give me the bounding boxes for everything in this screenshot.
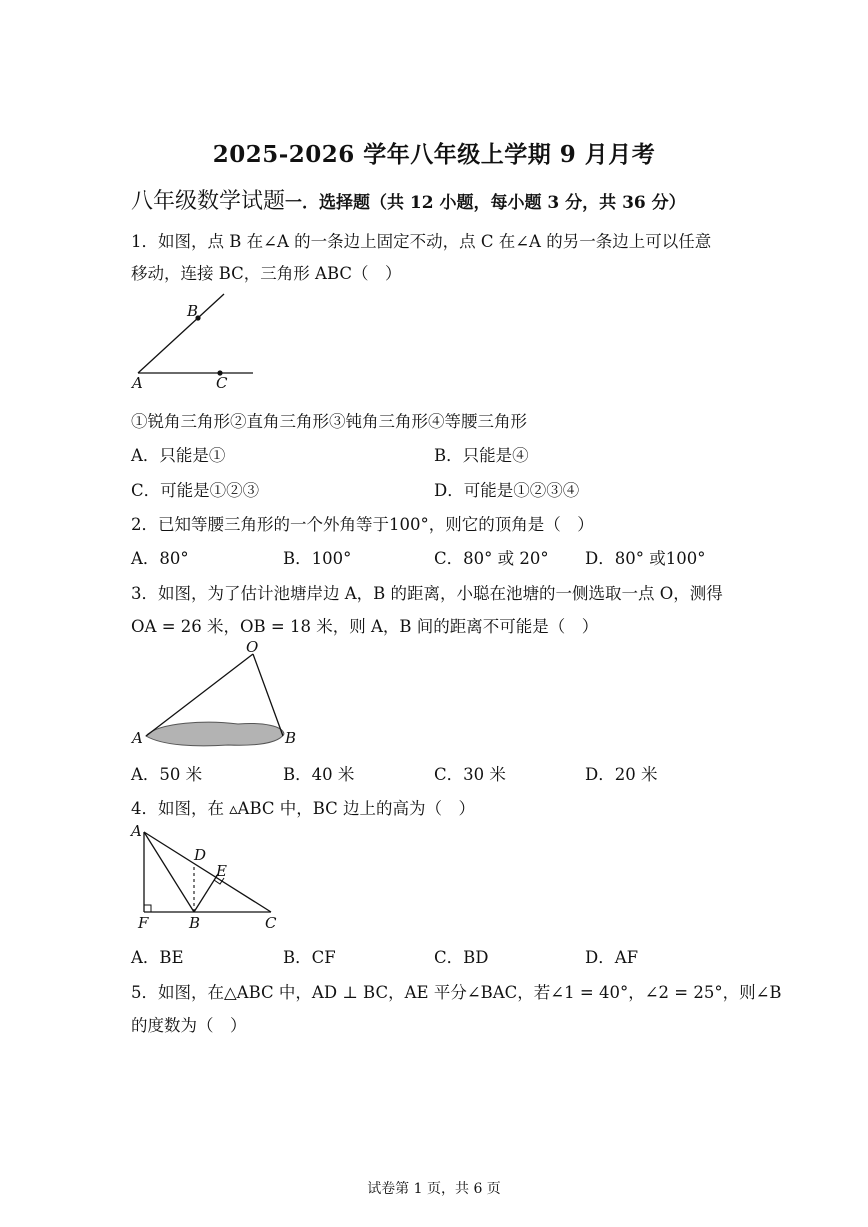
q4-figure: [128, 822, 288, 932]
q3-label-o: O: [246, 638, 259, 656]
q2-option-c[interactable]: C．80° 或 20°: [434, 549, 549, 568]
q1-option-a[interactable]: A．只能是①: [131, 446, 226, 465]
q1-figure: [128, 290, 268, 390]
q1-label-b: B: [187, 302, 199, 320]
q3-option-c[interactable]: C．30 米: [434, 765, 506, 784]
q3-label-a: A: [132, 729, 143, 747]
exam-title: 2025-2026 学年八年级上学期 9 月月考: [212, 141, 656, 168]
subject-title: 八年级数学试题: [131, 189, 286, 214]
q4-segment-ac: [144, 832, 271, 912]
q3-text-line2: OA = 26 米，OB = 18 米，则 A，B 间的距离不可能是（ ）: [131, 617, 599, 636]
q2-option-a[interactable]: A．80°: [131, 549, 189, 568]
q1-ray-ab: [138, 294, 224, 373]
q3-label-b: B: [285, 729, 297, 747]
q4-label-e: E: [216, 862, 227, 880]
q4-label-c: C: [265, 914, 277, 932]
q4-label-d: D: [194, 846, 207, 864]
q1-label-c: C: [216, 374, 228, 392]
q4-option-d[interactable]: D．AF: [585, 948, 639, 967]
q2-text-line1: 2．已知等腰三角形的一个外角等于100°，则它的顶角是（ ）: [131, 515, 594, 534]
q3-option-b[interactable]: B．40 米: [283, 765, 355, 784]
q3-pond: [146, 722, 284, 746]
q4-segment-ab: [144, 832, 194, 912]
q4-option-a[interactable]: A．BE: [131, 948, 184, 967]
q4-label-b: B: [189, 914, 201, 932]
q3-text-line1: 3．如图，为了估计池塘岸边 A，B 的距离，小聪在池塘的一侧选取一点 O，测得: [131, 584, 723, 603]
q1-text-line2: 移动，连接 BC，三角形 ABC（ ）: [131, 264, 402, 283]
q1-option-c[interactable]: C．可能是①②③: [131, 481, 260, 500]
q4-label-a: A: [131, 822, 142, 840]
q5-text-line1: 5．如图，在△ABC 中，AD ⊥ BC，AE 平分∠BAC，若∠1 = 40°，∠2 = 25°，则∠B: [131, 983, 782, 1002]
q1-label-a: A: [132, 374, 143, 392]
section-header: [131, 184, 686, 215]
q5-text-line2: 的度数为（ ）: [131, 1016, 247, 1035]
q2-option-d[interactable]: D．80° 或100°: [585, 549, 706, 568]
q4-right-angle-f: [144, 905, 151, 912]
q4-option-b[interactable]: B．CF: [283, 948, 336, 967]
q3-option-d[interactable]: D．20 米: [585, 765, 658, 784]
page-footer: 试卷第 1 页，共 6 页: [367, 1181, 501, 1197]
q1-choices-line: ①锐角三角形②直角三角形③钝角三角形④等腰三角形: [131, 412, 527, 431]
q1-option-d[interactable]: D．可能是①②③④: [434, 481, 580, 500]
q4-text-line1: 4．如图，在 ▵ABC 中，BC 边上的高为（ ）: [131, 799, 476, 818]
q3-option-a[interactable]: A．50 米: [131, 765, 203, 784]
q4-option-c[interactable]: C．BD: [434, 948, 489, 967]
q1-option-b[interactable]: B．只能是④: [434, 446, 529, 465]
section-title: 一．选择题（共 12 小题，每小题 3 分，共 36 分）: [285, 193, 686, 213]
q3-figure: [128, 640, 303, 750]
q2-option-b[interactable]: B．100°: [283, 549, 352, 568]
q4-label-f: F: [138, 914, 149, 932]
q1-text-line1: 1．如图，点 B 在∠A 的一条边上固定不动，点 C 在∠A 的另一条边上可以任意: [131, 232, 712, 251]
